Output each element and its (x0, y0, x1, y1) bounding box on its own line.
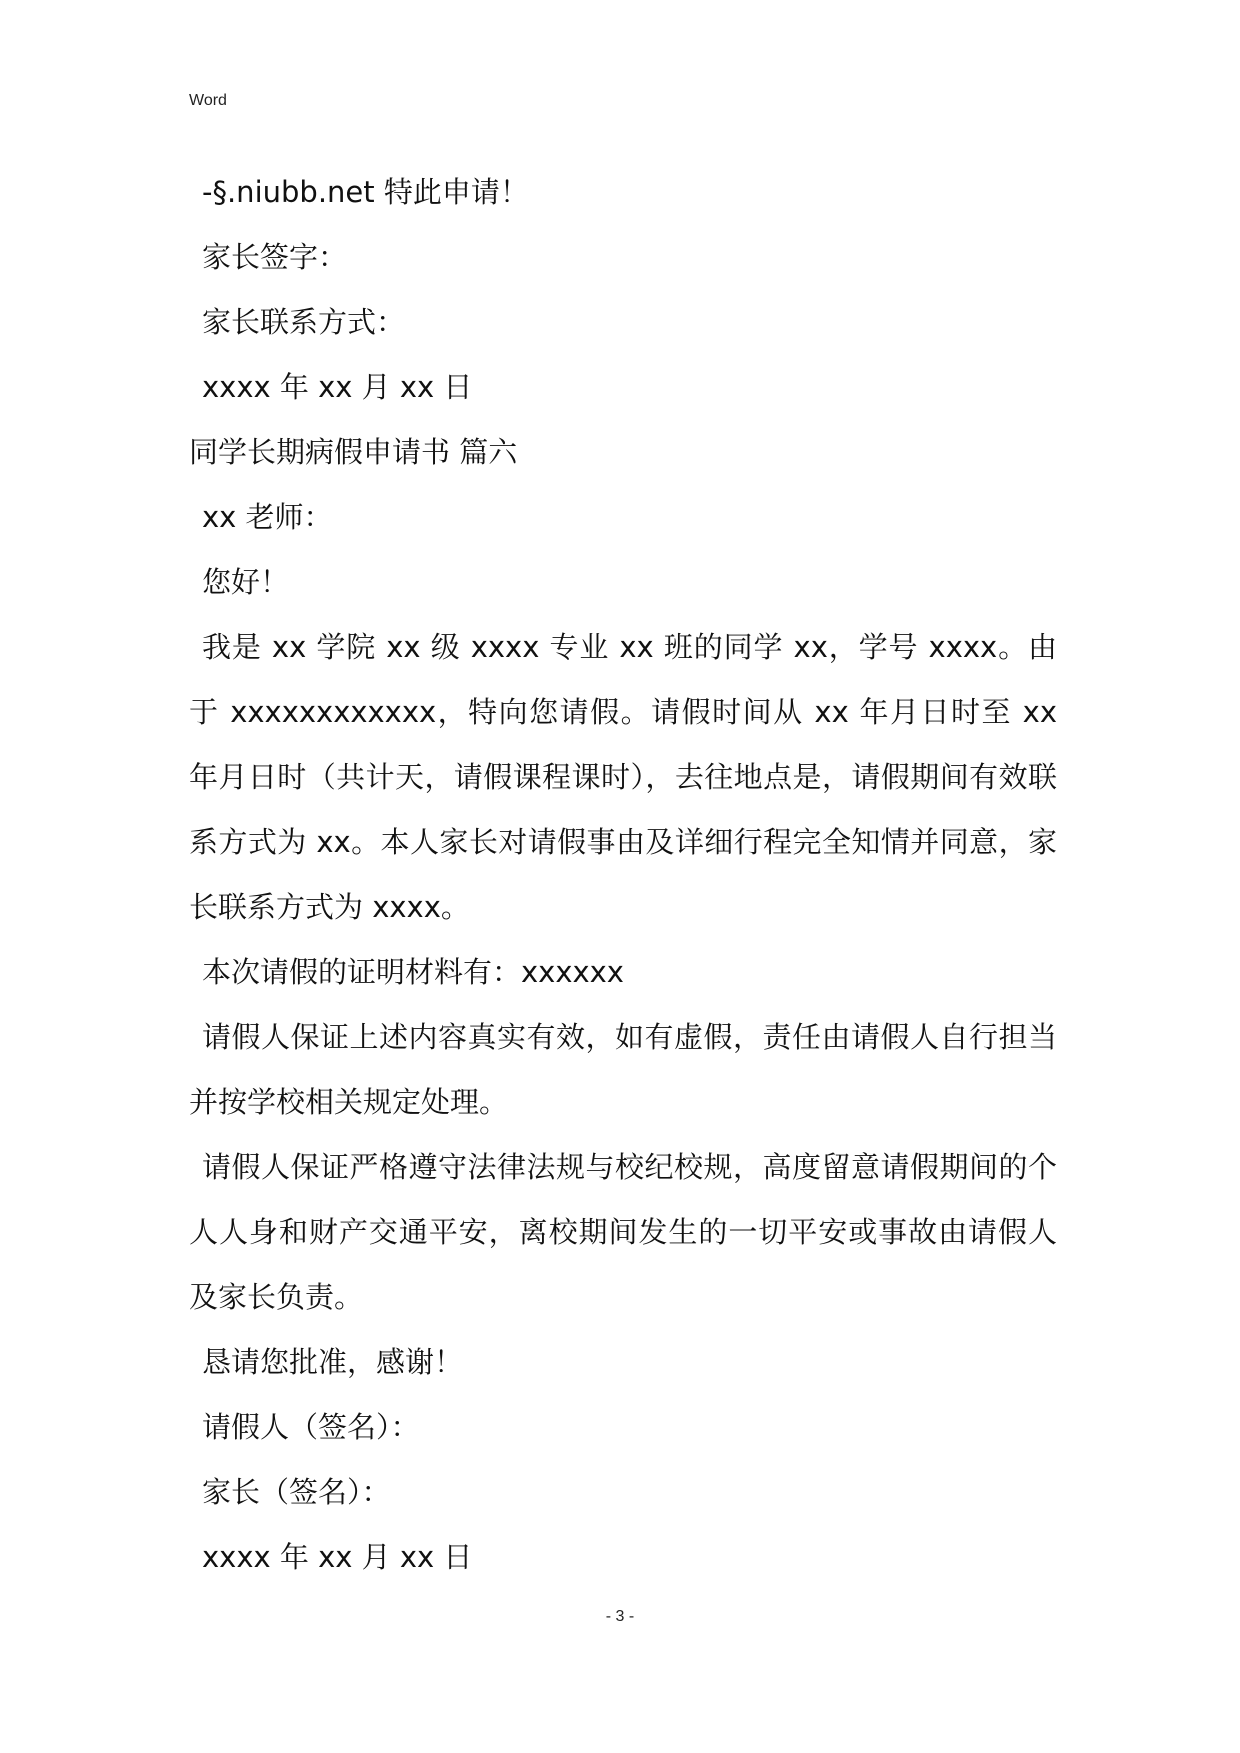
page-number: - 3 - (605, 1608, 635, 1625)
signature-parent: 家长（签名）： (202, 1475, 391, 1509)
section-title: 同学长期病假申请书 篇六 (189, 435, 518, 469)
date: xxxx 年 xx 月 xx 日 (202, 1540, 473, 1574)
closing: 恳请您批准，感谢！ (202, 1345, 464, 1379)
paragraph: 我是 xx 学院 xx 级 xxxx 专业 xx 班的同学 xx，学号 xxxx。由于 xxxxxxxxxxxx，特向您请假。请假时间从 xx 年月日时至 xx 年月日时（共计天，请假课程课时），去往地点是，请假期间有效联系方式为 xx。本人家长对请假事由及详细行程完全知情并同意，家长联系方式为 xxxx。 (189, 630, 1057, 924)
header-label: Word (189, 92, 227, 109)
salutation: xx 老师： (202, 500, 333, 534)
text-line: -§.niubb.net 特此申请！ (202, 175, 529, 209)
text-line: 家长联系方式： (202, 305, 406, 339)
paragraph: 请假人保证上述内容真实有效，如有虚假，责任由请假人自行担当并按学校相关规定处理。 (189, 1020, 1057, 1119)
document-body (189, 160, 1057, 1590)
paragraph: 请假人保证严格遵守法律法规与校纪校规，高度留意请假期间的个人人身和财产交通平安，离校期间发生的一切平安或事故由请假人及家长负责。 (189, 1150, 1057, 1314)
signature-applicant: 请假人（签名）： (202, 1410, 420, 1444)
text-line: xxxx 年 xx 月 xx 日 (202, 370, 473, 404)
greeting: 您好！ (202, 565, 290, 599)
paragraph: 本次请假的证明材料有：xxxxxx (202, 955, 624, 989)
text-line: 家长签字： (202, 240, 348, 274)
